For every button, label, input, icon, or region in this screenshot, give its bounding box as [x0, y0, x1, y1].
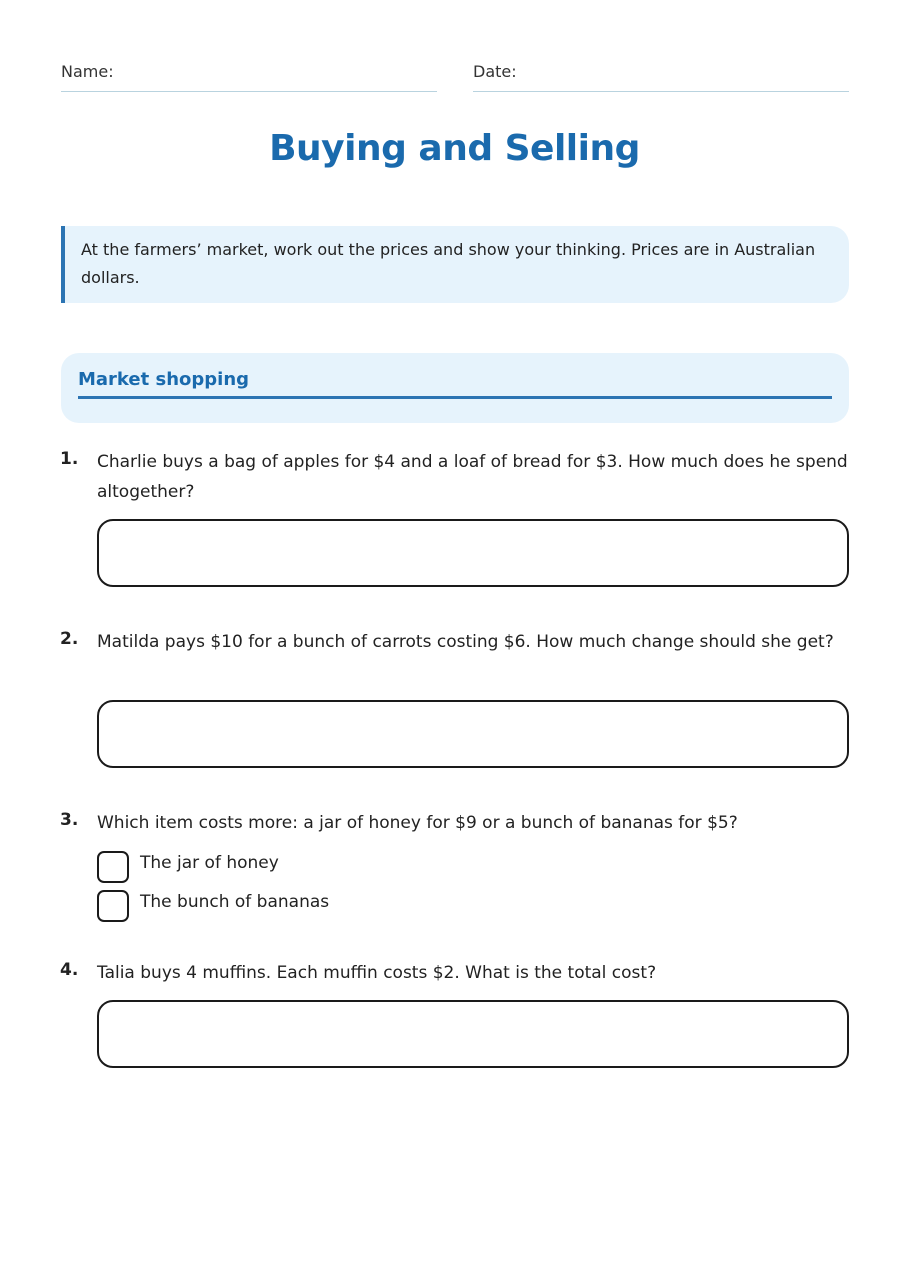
- name-field[interactable]: [61, 62, 437, 92]
- question-1-answer-box[interactable]: [97, 519, 849, 587]
- option-bunch-of-bananas[interactable]: [97, 890, 329, 922]
- question-2-text: Matilda pays $10 for a bunch of carrots costing $6. How much change should she get?: [97, 632, 834, 652]
- question-2-number: 2.: [60, 629, 79, 649]
- question-1-number: 1.: [60, 449, 79, 469]
- date-label: Date:: [473, 62, 517, 81]
- question-4-answer-box[interactable]: [97, 1000, 849, 1068]
- instructions-box: [61, 226, 849, 303]
- option-jar-of-honey[interactable]: [97, 851, 279, 883]
- section-title: Market shopping: [78, 369, 832, 399]
- name-label: Name:: [61, 62, 114, 81]
- question-1-text: Charlie buys a bag of apples for $4 and a loaf of bread for $3. How much does he spend altogether?: [97, 452, 848, 502]
- option-label: The jar of honey: [140, 853, 279, 873]
- option-label: The bunch of bananas: [140, 892, 330, 912]
- date-field[interactable]: [473, 62, 849, 92]
- checkbox[interactable]: [97, 890, 129, 922]
- question-4-text: Talia buys 4 muffins. Each muffin costs $2. What is the total cost?: [97, 963, 657, 983]
- question-3-number: 3.: [60, 810, 79, 830]
- section-header: [61, 353, 849, 423]
- question-4-number: 4.: [60, 960, 79, 980]
- page-title: Buying and Selling: [269, 128, 640, 169]
- question-2-answer-box[interactable]: [97, 700, 849, 768]
- question-3-text: Which item costs more: a jar of honey for $9 or a bunch of bananas for $5?: [97, 813, 738, 833]
- checkbox[interactable]: [97, 851, 129, 883]
- instructions-text: At the farmers’ market, work out the prices and show your thinking. Prices are in Australian dollars.: [81, 240, 816, 287]
